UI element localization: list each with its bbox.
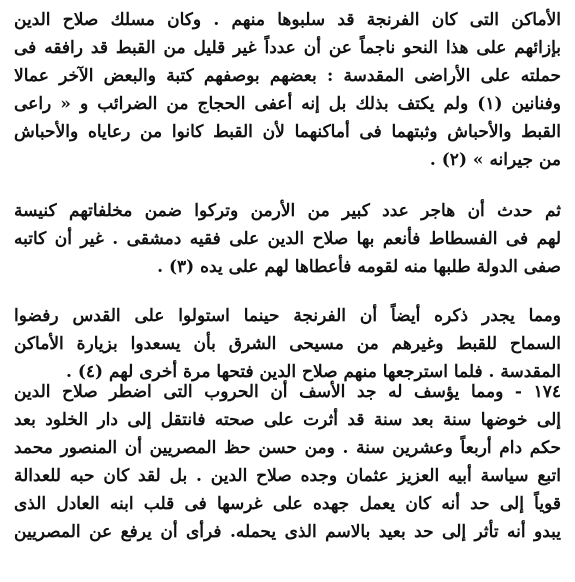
- text-line: إلى خوضها سنة بعد سنة قد أثرت على صحته فانتقل إلى دار الخلود بعد: [14, 410, 561, 430]
- text-line: ١٧٤ - ومما يؤسف له جد الأسف أن الحروب التى اضطر صلاح الدين: [14, 382, 561, 402]
- text-line: القبط والأحباش وثبتهما فى أماكنهما لأن القبط كانوا من رعاياه والأحباش: [14, 122, 561, 142]
- text-line: لهم فى الفسطاط فأنعم بها صلاح الدين على فقيه دمشقى . غير أن كاتبه: [14, 229, 561, 249]
- paragraph-4: [14, 378, 561, 546]
- text-line: ثم حدث أن هاجر عدد كبير من الأرمن وتركوا ضمن مخلفاتهم كنيسة: [14, 201, 561, 221]
- text-line: السماح للقبط وغيرهم من مسيحى الشرق بأن يسعدوا بزيارة الأماكن: [14, 334, 561, 354]
- text-line: المقدسة . فلما استرجعها منهم صلاح الدين فتحها مرة أخرى لهم (٤) .: [66, 362, 561, 382]
- paragraph-3: [14, 302, 561, 386]
- paragraph-2: [14, 197, 561, 281]
- text-line: قوياً إلى حد أنه كان يعمل جهده على غرسها فى قلب ابنه العادل الذى: [14, 494, 561, 514]
- text-line: ومما يجدر ذكره أيضاً أن الفرنجة حينما استولوا على القدس رفضوا: [14, 306, 561, 326]
- text-line: بإزائهم على هذا النحو ناجماً عن أن عدداً غير قليل من القبط قد رافقه فى: [14, 38, 561, 58]
- text-line: حملته على الأراضى المقدسة : بعضهم بوصفهم كتبة والبعض الآخر عمالا: [14, 66, 561, 86]
- paragraph-1: [14, 6, 561, 174]
- text-line: الأماكن التى كان الفرنجة قد سلبوها منهم . وكان مسلك صلاح الدين: [14, 10, 561, 30]
- text-line: اتبع سياسة أبيه العزيز عثمان وجده صلاح الدين . بل لقد كان حبه للعدالة: [14, 466, 561, 486]
- text-line: صفى الدولة طلبها منه لقومه فأعطاها لهم على يده (٣) .: [157, 257, 561, 277]
- text-line: وفنانين (١) ولم يكتف بذلك بل إنه أعفى الحجاج من الضرائب و « راعى: [14, 94, 561, 114]
- text-line: يبدو أنه تأثر إلى حد بعيد بالاسم الذى يحمله. فرأى أن يرفع عن المصريين: [14, 522, 561, 542]
- text-line: من جيرانه » (٢) .: [429, 150, 561, 170]
- text-line: حكم دام أربعاً وعشرين سنة . ومن حسن حظ المصريين أن المنصور محمد: [14, 438, 561, 458]
